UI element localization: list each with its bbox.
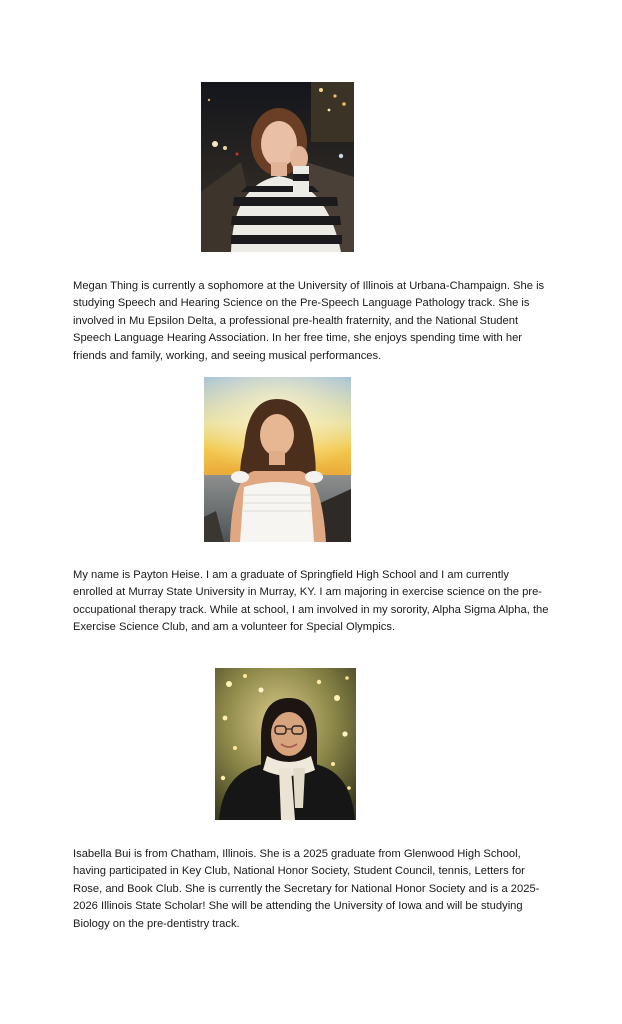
profile-bio-payton: My name is Payton Heise. I am a graduate of Springfield High School and I am currently enrolled at Murray State University in Murray, KY. I am majoring in exercise science on the pre-occupational therapy track. While at school, I am involved in my sorority, Alpha Sigma Alpha, the Exercise Science Club, and am a volunteer for Special Olympics. — [73, 569, 549, 634]
profile-photo-isabella — [215, 668, 356, 820]
profile-bio-megan: Megan Thing is currently a sophomore at the University of Illinois at Urbana-Champaign. She is studying Speech and Hearing Science on the Pre-Speech Language Pathology track. She is involved in Mu Epsilon Delta, a professional pre-health fraternity, and the National Student Speech Language Hearing Association. In her free time, she enjoys spending time with her friends and family, working, and seeing musical performances. — [73, 280, 545, 362]
profile-photo-megan — [201, 82, 354, 252]
profile-bio-isabella: Isabella Bui is from Chatham, Illinois. She is a 2025 graduate from Glenwood High School, having participated in Key Club, National Honor Society, Student Council, tennis, Letters for Rose, and Book Club. She is currently the Secretary for National Honor Society and is a 2025-2026 Illinois State Scholar! She will be attending the University of Iowa and will be studying Biology on the pre-dentistry track. — [73, 848, 540, 930]
profile-photo-payton — [204, 377, 351, 542]
